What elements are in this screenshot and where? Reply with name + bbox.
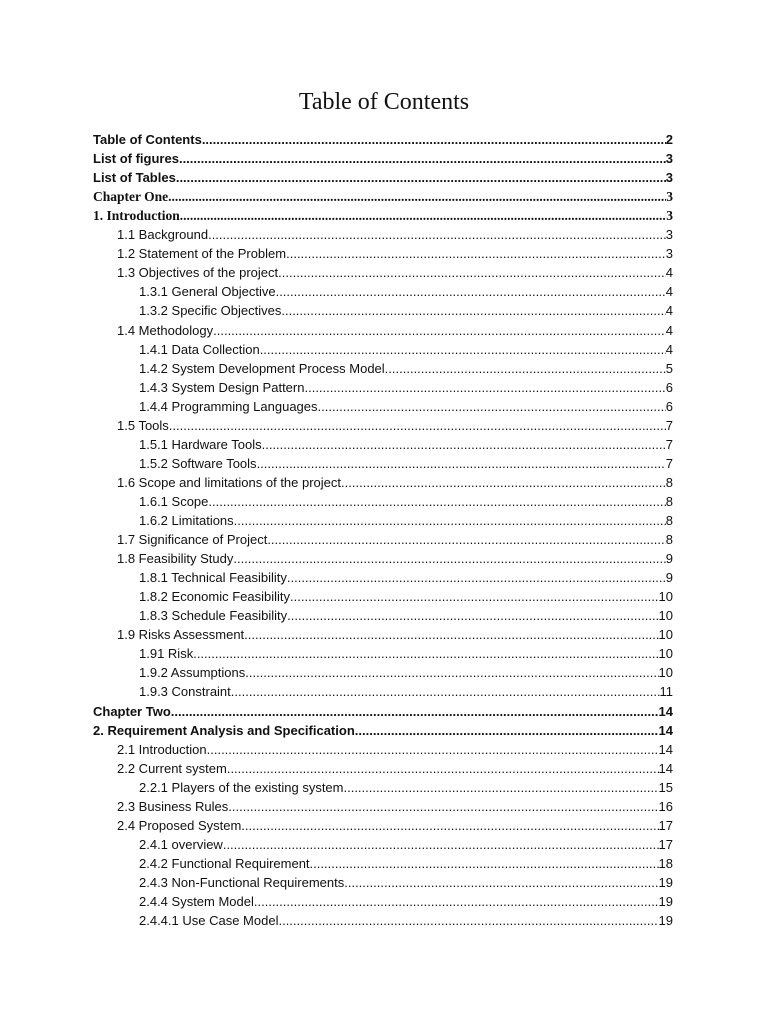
toc-entry-page: 8 [665, 532, 673, 548]
dot-leader [287, 568, 666, 587]
dot-leader [208, 225, 666, 244]
toc-entry-page: 19 [658, 894, 673, 909]
toc-entry-label: 1.4 Methodology [117, 322, 214, 338]
dot-leader [281, 301, 665, 320]
dot-leader [355, 721, 659, 740]
toc-entry[interactable] [117, 473, 673, 492]
dot-leader [276, 282, 666, 301]
toc-entry-page: 8 [665, 474, 673, 490]
toc-entry[interactable] [117, 625, 673, 644]
toc-entry[interactable] [117, 816, 673, 835]
toc-entry[interactable] [139, 378, 673, 397]
toc-entry[interactable] [117, 740, 673, 759]
toc-entry-label: 1.4.1 Data Collection [139, 341, 260, 357]
dot-leader [207, 740, 659, 759]
toc-entry[interactable] [117, 244, 673, 263]
toc-entry-label: 2.4 Proposed System [117, 817, 242, 833]
toc-entry[interactable] [117, 225, 673, 244]
toc-entry-page: 7 [665, 455, 673, 471]
toc-entry-page: 17 [658, 817, 673, 833]
dot-leader [260, 340, 666, 359]
toc-entry-page: 14 [658, 703, 673, 719]
toc-entry-page: 2 [665, 132, 673, 147]
toc-entry-page: 4 [665, 303, 673, 319]
toc-entry[interactable] [139, 892, 673, 911]
toc-entry-label: 1.3 Objectives of the project [117, 265, 279, 281]
toc-entry-label: 1.9 Risks Assessment [117, 627, 245, 643]
toc-entry-label: 1.8.2 Economic Feasibility [139, 589, 291, 605]
toc-entry[interactable] [117, 416, 673, 435]
toc-entry-page: 8 [665, 513, 673, 528]
dot-leader [231, 682, 660, 701]
toc-entry-page: 4 [665, 341, 673, 357]
dot-leader [234, 511, 666, 530]
toc-entry-label: 1.6 Scope and limitations of the project [117, 474, 342, 490]
toc-entry-label: 1.8.3 Schedule Feasibility [139, 608, 288, 624]
toc-entry[interactable] [139, 835, 673, 854]
toc-entry-label: 1.4.4 Programming Languages [139, 398, 318, 414]
toc-entry[interactable] [117, 321, 673, 340]
dot-leader [262, 435, 666, 454]
toc-entry-label: 1.6.2 Limitations [139, 513, 234, 528]
toc-entry[interactable] [139, 397, 673, 416]
toc-entry[interactable] [139, 663, 673, 682]
toc-entry[interactable] [93, 721, 673, 740]
toc-entry-page: 14 [658, 722, 673, 738]
dot-leader [385, 359, 666, 378]
toc-entry-label: 1.1 Background [117, 227, 209, 243]
toc-entry-label: 2.1 Introduction [117, 741, 207, 757]
dot-leader [233, 549, 665, 568]
toc-entry-label: 1.5 Tools [117, 417, 169, 433]
dot-leader [176, 168, 666, 187]
toc-entry-label: 2.4.4 System Model [139, 894, 254, 909]
toc-entry-label: 1.7 Significance of Project [117, 532, 268, 548]
toc-entry[interactable] [139, 568, 673, 587]
toc-entry-page: 15 [658, 779, 673, 795]
toc-entry-label: 1.6.1 Scope [139, 493, 209, 509]
toc-entry-page: 3 [665, 151, 673, 167]
toc-entry-label: 1.5.2 Software Tools [139, 455, 257, 471]
toc-entry-page: 10 [658, 627, 673, 643]
toc-entry-label: 1.9.2 Assumptions [139, 665, 246, 681]
toc-entry-label: 2.4.4.1 Use Case Model [139, 913, 279, 929]
toc-entry-page: 10 [658, 665, 673, 681]
dot-leader [257, 454, 666, 473]
dot-leader [169, 416, 666, 435]
page-title: Table of Contents [298, 89, 470, 115]
toc-entry[interactable] [139, 682, 673, 701]
toc-entry-page: 3 [665, 170, 673, 186]
toc-entry[interactable] [93, 130, 673, 149]
toc-entry-page: 11 [659, 684, 673, 700]
dot-leader [208, 492, 665, 511]
dot-leader [267, 530, 665, 549]
toc-entry-label: 1.2 Statement of the Problem [117, 246, 287, 262]
dot-leader [168, 187, 666, 206]
toc-entry[interactable] [139, 492, 673, 511]
dot-leader [318, 397, 666, 416]
toc-entry-page: 8 [665, 493, 673, 509]
toc-entry[interactable] [93, 702, 673, 721]
toc-entry-label: 2.4.3 Non-Functional Requirements [139, 874, 345, 890]
toc-entry-page: 6 [665, 379, 673, 395]
toc-entry-page: 7 [665, 417, 673, 433]
dot-leader [278, 263, 666, 282]
dot-leader [179, 149, 666, 168]
toc-entry-page: 10 [658, 646, 673, 662]
toc-entry-label: 2. Requirement Analysis and Specification [93, 722, 355, 738]
toc-entry-page: 9 [665, 570, 673, 586]
toc-entry-label: List of figures [93, 151, 179, 167]
toc-entry[interactable] [93, 149, 673, 168]
toc-entry-label: Chapter One [93, 189, 169, 205]
dot-leader [180, 206, 666, 225]
toc-entry[interactable] [93, 187, 673, 206]
dot-leader [304, 378, 665, 397]
dot-leader [202, 130, 666, 149]
toc-entry[interactable] [117, 549, 673, 568]
toc-entry-label: 2.2 Current system [117, 760, 227, 776]
toc-entry-page: 5 [665, 360, 673, 376]
toc-entry-page: 10 [658, 589, 673, 605]
toc-entry[interactable] [139, 301, 673, 320]
toc-entry-label: List of Tables [93, 170, 176, 186]
dot-leader [245, 663, 658, 682]
toc-entry[interactable] [139, 606, 673, 625]
toc-entry-page: 16 [658, 798, 673, 814]
toc-entry-page: 19 [658, 913, 673, 929]
toc-entry[interactable] [139, 511, 673, 530]
dot-leader [290, 587, 659, 606]
toc-entry[interactable] [117, 759, 673, 778]
dot-leader [213, 321, 666, 340]
toc-entry[interactable] [117, 263, 673, 282]
toc-entry[interactable] [139, 282, 673, 301]
toc-entry[interactable] [139, 873, 673, 892]
toc-entry-label: 2.3 Business Rules [117, 798, 229, 814]
toc-entry-page: 7 [665, 436, 673, 452]
dot-leader [241, 816, 658, 835]
dot-leader [171, 702, 659, 721]
toc-entry-label: 1.5.1 Hardware Tools [139, 436, 262, 452]
toc-entry[interactable] [139, 644, 673, 663]
toc-entry[interactable] [139, 854, 673, 873]
dot-leader [244, 625, 658, 644]
toc-entry-page: 3 [666, 208, 673, 224]
toc-entry-page: 17 [658, 836, 673, 852]
dot-leader [287, 606, 658, 625]
toc-entry-label: Chapter Two [93, 703, 171, 719]
dot-leader [310, 854, 659, 873]
dot-leader [343, 778, 658, 797]
toc-entry-page: 4 [665, 284, 673, 300]
toc-entry[interactable] [139, 778, 673, 797]
toc-entry-label: 1.8 Feasibility Study [117, 551, 234, 567]
toc-entry[interactable] [117, 797, 673, 816]
toc-entry-label: 2.4.2 Functional Requirement [139, 855, 310, 871]
toc-entry-page: 9 [665, 551, 673, 567]
toc-entry[interactable] [139, 454, 673, 473]
toc-entry[interactable] [139, 911, 673, 930]
toc-entry[interactable] [117, 530, 673, 549]
toc-entry-page: 14 [658, 741, 673, 757]
toc-entry-page: 3 [665, 246, 673, 262]
toc-entry-page: 3 [666, 189, 673, 205]
toc-entry[interactable] [139, 435, 673, 454]
dot-leader [278, 911, 658, 930]
dot-leader [286, 244, 666, 263]
toc-entry-page: 14 [658, 760, 673, 776]
toc-entry[interactable] [93, 168, 673, 187]
dot-leader [341, 473, 666, 492]
toc-entry-label: 1.3.1 General Objective [139, 284, 276, 300]
toc-entry-label: 1.91 Risk [139, 646, 194, 662]
toc-entry-label: 1.3.2 Specific Objectives [139, 303, 282, 319]
dot-leader [223, 835, 659, 854]
toc-entry[interactable] [139, 340, 673, 359]
dot-leader [193, 644, 658, 663]
toc-entry-label: 1. Introduction [93, 208, 180, 224]
toc-entry-page: 4 [665, 265, 673, 281]
toc-entry-label: 1.9.3 Constraint [139, 684, 231, 700]
dot-leader [227, 759, 659, 778]
toc-entry[interactable] [93, 206, 673, 225]
toc-entry[interactable] [139, 359, 673, 378]
toc-entry-page: 3 [665, 227, 673, 243]
toc-entry-label: 2.4.1 overview [139, 836, 223, 852]
dot-leader [228, 797, 658, 816]
toc-entry-page: 18 [658, 855, 673, 871]
toc-entry-label: 1.8.1 Technical Feasibility [139, 570, 287, 586]
toc-entry-label: 2.2.1 Players of the existing system [139, 779, 344, 795]
dot-leader [344, 873, 658, 892]
dot-leader [254, 892, 659, 911]
toc-entry-page: 4 [665, 322, 673, 338]
toc-entry-label: 1.4.3 System Design Pattern [139, 379, 305, 395]
toc-entry-label: Table of Contents [93, 132, 202, 147]
toc-entry[interactable] [139, 587, 673, 606]
toc-entry-page: 19 [658, 874, 673, 890]
toc-entry-label: 1.4.2 System Development Process Model [139, 360, 385, 376]
toc-entry-page: 6 [665, 398, 673, 414]
toc-entry-page: 10 [658, 608, 673, 624]
